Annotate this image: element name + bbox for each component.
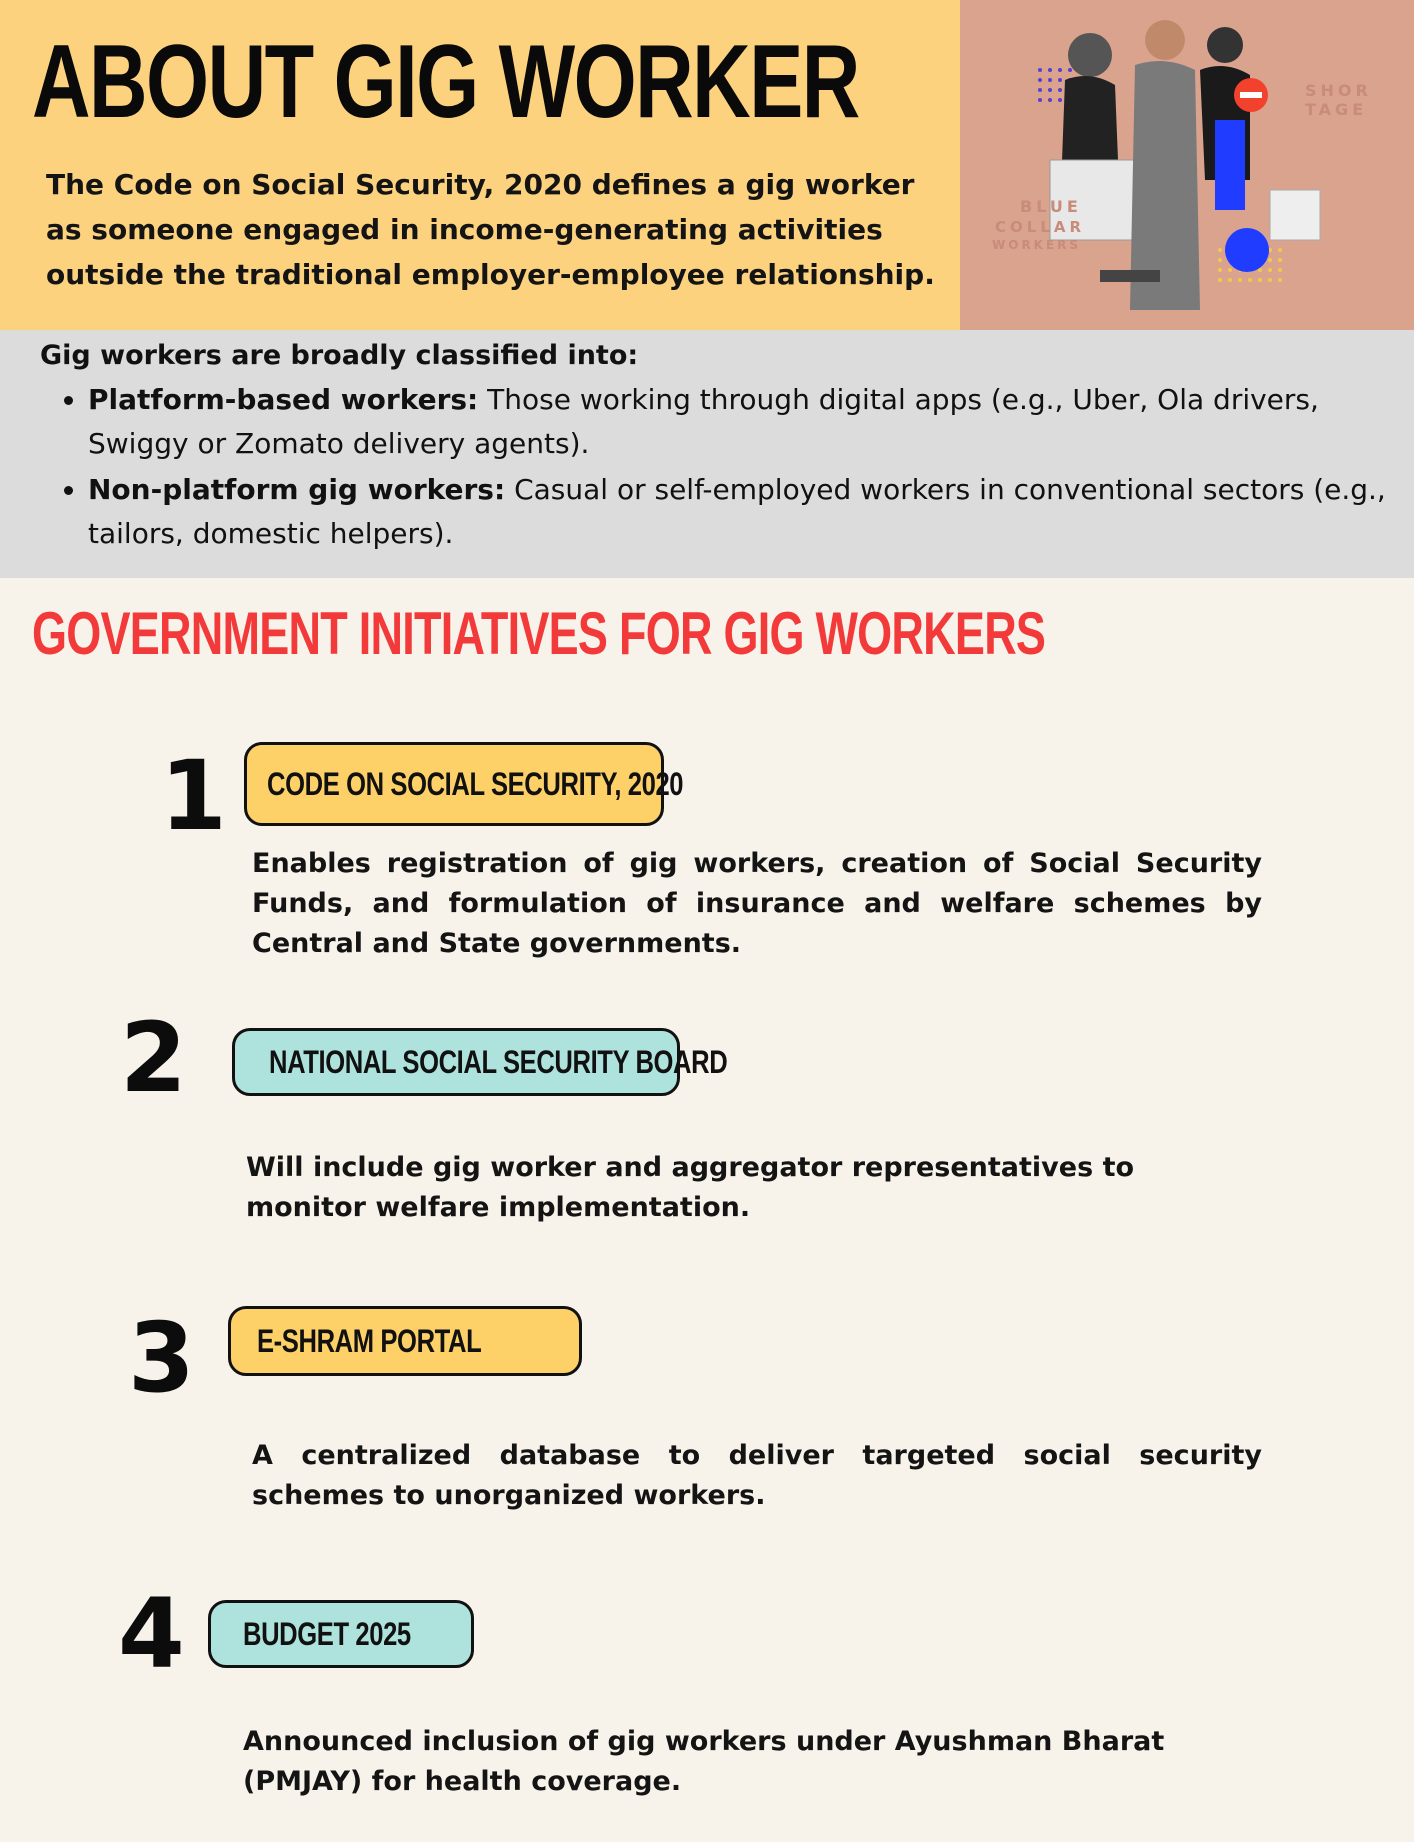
initiative-number: 1 xyxy=(160,740,227,852)
page-title: ABOUT GIG WORKER xyxy=(32,24,859,140)
initiative-number: 3 xyxy=(128,1302,195,1414)
initiative-label: CODE ON SOCIAL SECURITY, 2020 xyxy=(267,765,684,802)
header-panel xyxy=(0,0,960,330)
initiative-description: Enables registration of gig workers, creation of Social Security Funds, and formulation of insurance and welfare schemes by Central and State governments. xyxy=(252,848,1262,959)
blue-word: BLUE xyxy=(1020,197,1082,216)
initiative-description: A centralized database to deliver targeted social security schemes to unorganized workers. xyxy=(252,1440,1262,1511)
initiative-label-pill xyxy=(228,1306,582,1376)
initiative-number: 4 xyxy=(118,1578,185,1690)
initiative-label: BUDGET 2025 xyxy=(243,1615,411,1652)
initiatives-title: GOVERNMENT INITIATIVES FOR GIG WORKERS xyxy=(32,600,1046,667)
list-item-term: Platform-based workers: xyxy=(88,383,479,416)
list-item-term: Non-platform gig workers: xyxy=(88,473,506,506)
initiative-label: E-SHRAM PORTAL xyxy=(257,1322,482,1359)
initiative-number: 2 xyxy=(120,1002,187,1114)
shor-word: SHOR xyxy=(1305,81,1372,100)
initiative-label-pill xyxy=(208,1600,474,1668)
collar-word: COLLAR xyxy=(995,218,1086,236)
initiative-description: Will include gig worker and aggregator representatives to monitor welfare implementation. xyxy=(246,1152,1135,1223)
classification-list xyxy=(52,378,1408,558)
initiative-label-pill xyxy=(232,1028,728,1096)
tage-word: TAGE xyxy=(1305,100,1368,119)
list-item-text: Casual or self-employed workers in conventional sectors (e.g., tailors, domestic helpers). xyxy=(88,473,1386,550)
classification-section xyxy=(0,330,1414,578)
intro-text: The Code on Social Security, 2020 defines a gig worker as someone engaged in income-generating activities outside the traditional employer-employee relationship. xyxy=(46,168,935,291)
initiative-label: NATIONAL SOCIAL SECURITY BOARD xyxy=(269,1043,728,1080)
list-item-text: Those working through digital apps (e.g., Uber, Ola drivers, Swiggy or Zomato delivery agents). xyxy=(88,383,1319,460)
workers-word: WORKERS xyxy=(992,238,1082,252)
initiative-description: Announced inclusion of gig workers under Ayushman Bharat (PMJAY) for health coverage. xyxy=(243,1726,1165,1797)
initiative-label-pill xyxy=(244,742,684,826)
list-item xyxy=(88,378,1408,466)
workers-photo xyxy=(960,0,1414,340)
list-item xyxy=(88,468,1408,556)
classification-heading: Gig workers are broadly classified into: xyxy=(40,340,639,371)
